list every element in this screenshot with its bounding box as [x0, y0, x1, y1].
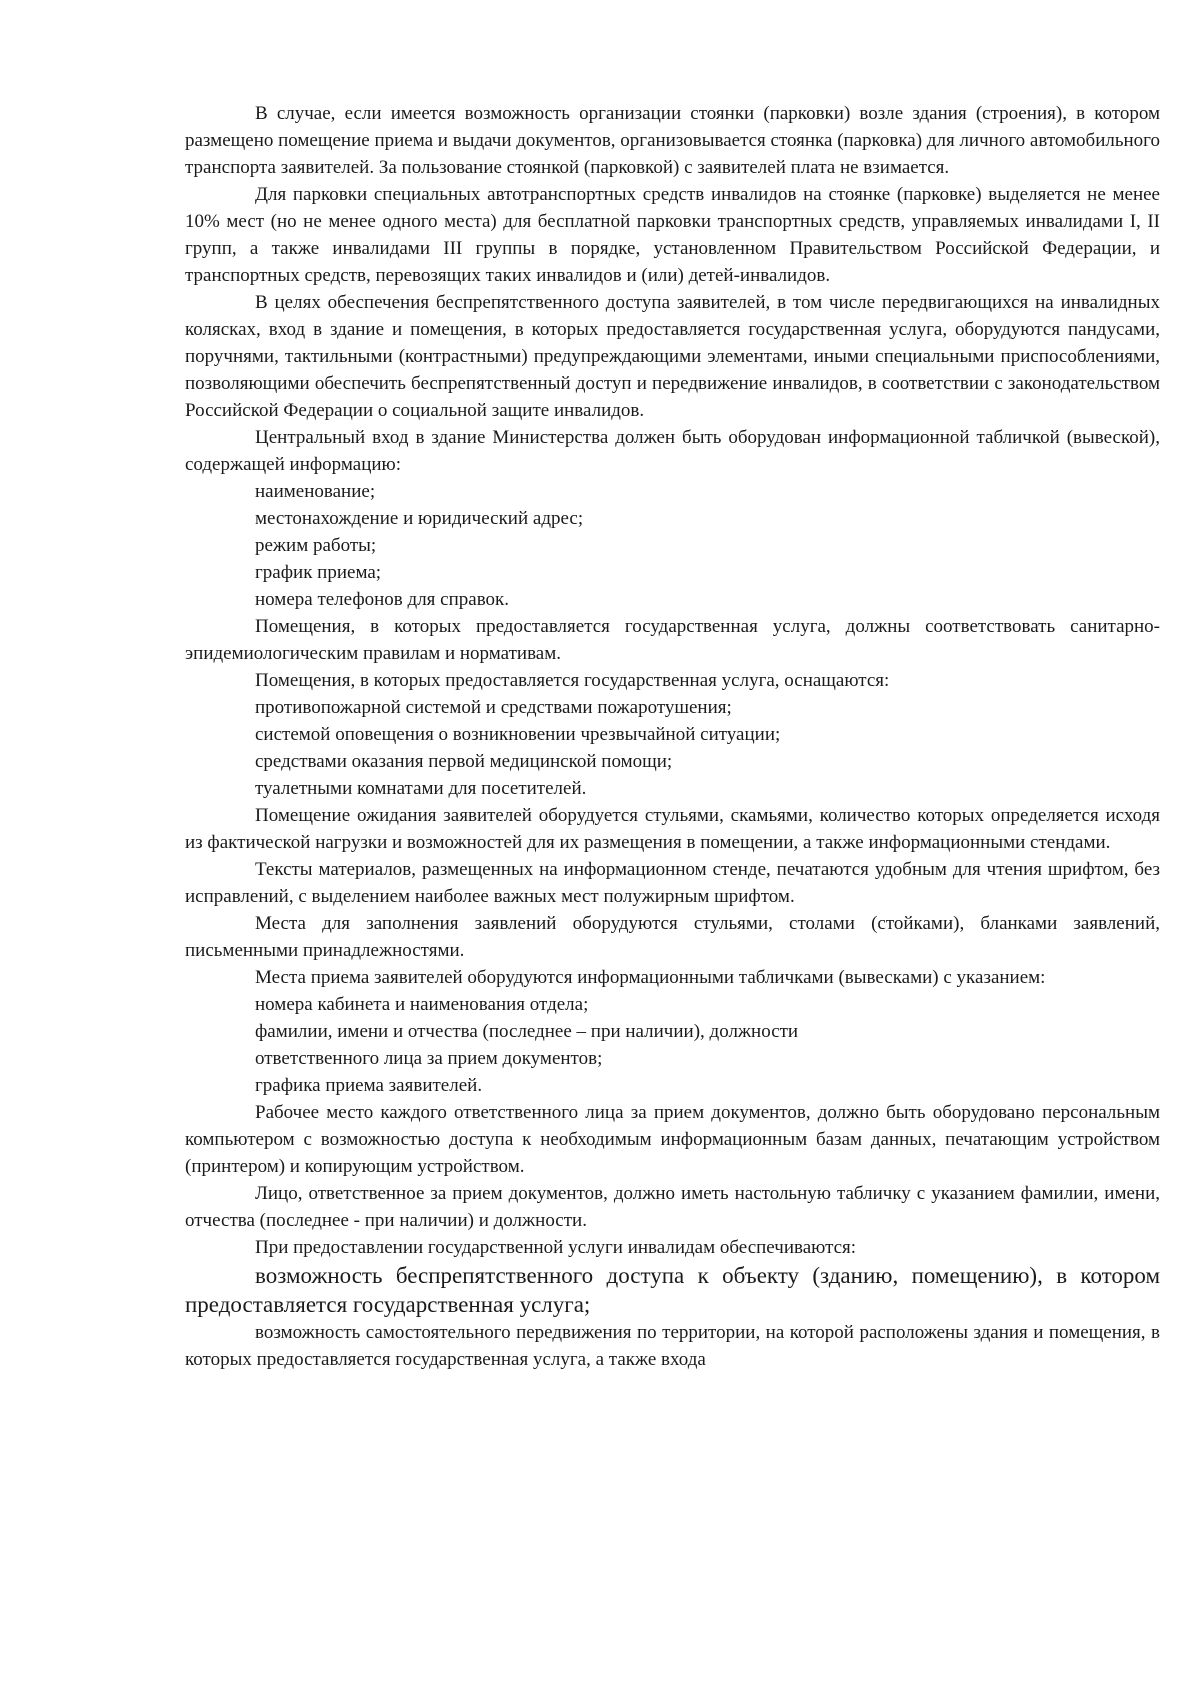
paragraph-independent-movement: возможность самостоятельного передвижения по территории, на которой расположены здания и помещения, в которых предоставляется государственная услуга, а также входа [185, 1322, 1160, 1370]
paragraph-workplace: Рабочее место каждого ответственного лица за прием документов, должно быть оборудовано персональным компьютером с возможностью доступа к необходимым информационным базам данных, печатающим устройством (принтером) и копирующим устройством. [185, 1102, 1160, 1177]
list-item: наименование; [255, 481, 376, 502]
paragraph-sanitary-rules: Помещения, в которых предоставляется государственная услуга, должны соответствовать санитарно-эпидемиологическим правилам и нормативам. [185, 616, 1160, 664]
paragraph-stand-texts: Тексты материалов, размещенных на информационном стенде, печатаются удобным для чтения шрифтом, без исправлений, с выделением наиболее важных мест полужирным шрифтом. [185, 859, 1160, 907]
list-item: графика приема заявителей. [255, 1075, 483, 1096]
list-item: местонахождение и юридический адрес; [255, 508, 584, 529]
list-item: график приема; [255, 562, 382, 583]
list-item: средствами оказания первой медицинской помощи; [255, 751, 673, 772]
paragraph-entrance-sign: Центральный вход в здание Министерства должен быть оборудован информационной табличкой (вывеской), содержащей информацию: [185, 427, 1160, 475]
paragraph-form-filling-places: Места для заполнения заявлений оборудуются стульями, столами (стойками), бланками заявлений, письменными принадлежностями. [185, 913, 1160, 961]
list-item: туалетными комнатами для посетителей. [255, 778, 587, 799]
list-item: противопожарной системой и средствами пожаротушения; [255, 697, 732, 718]
list-item: фамилии, имени и отчества (последнее – при наличии), должности [255, 1021, 799, 1042]
paragraph-reception-signs: Места приема заявителей оборудуются информационными табличками (вывесками) с указанием: [255, 967, 1046, 988]
paragraph-disabled-provisions: При предоставлении государственной услуги инвалидам обеспечиваются: [255, 1237, 857, 1258]
list-item: режим работы; [255, 535, 377, 556]
paragraph-parking: В случае, если имеется возможность организации стоянки (парковки) возле здания (строения), в котором размещено помещение приема и выдачи документов, организовывается стоянка (парковка) для личного автомобильного транспорта заявителей. За пользование стоянкой (парковкой) с заявителей плата не взимается. [185, 103, 1161, 178]
paragraph-accessible-entrance: В целях обеспечения беспрепятственного доступа заявителей, в том числе передвигающихся на инвалидных колясках, вход в здание и помещения, в которых предоставляется государственная услуга, оборудуются пандусами, поручнями, тактильными (контрастными) предупреждающими элементами, иными специальными приспособлениями, позволяющими обеспечить беспрепятственный доступ и передвижение инвалидов, в соответствии с законодательством Российской Федерации о социальной защите инвалидов. [185, 292, 1160, 421]
paragraph-premises-equipment: Помещения, в которых предоставляется государственная услуга, оснащаются: [255, 670, 890, 691]
paragraph-disabled-parking: Для парковки специальных автотранспортных средств инвалидов на стоянке (парковке) выделяется не менее 10% мест (но не менее одного места) для бесплатной парковки транспортных средств, управляемых инвалидами I, II групп, а также инвалидами III группы в порядке, установленном Правительством Российской Федерации, и транспортных средств, перевозящих таких инвалидов и (или) детей-инвалидов. [185, 184, 1160, 286]
list-item: номера кабинета и наименования отдела; [255, 994, 589, 1015]
paragraph-unobstructed-access: возможность беспрепятственного доступа к объекту (зданию, помещению), в котором предоставляется государственная услуга; [185, 1263, 1160, 1317]
document-page [185, 100, 1160, 1373]
list-item: номера телефонов для справок. [255, 589, 510, 610]
list-item: системой оповещения о возникновении чрезвычайной ситуации; [255, 724, 781, 745]
paragraph-waiting-room: Помещение ожидания заявителей оборудуется стульями, скамьями, количество которых определяется исходя из фактической нагрузки и возможностей для их размещения в помещении, а также информационными стендами. [185, 805, 1160, 853]
list-item: ответственного лица за прием документов; [255, 1048, 603, 1069]
paragraph-desk-sign: Лицо, ответственное за прием документов, должно иметь настольную табличку с указанием фамилии, имени, отчества (последнее - при наличии) и должности. [185, 1183, 1160, 1231]
